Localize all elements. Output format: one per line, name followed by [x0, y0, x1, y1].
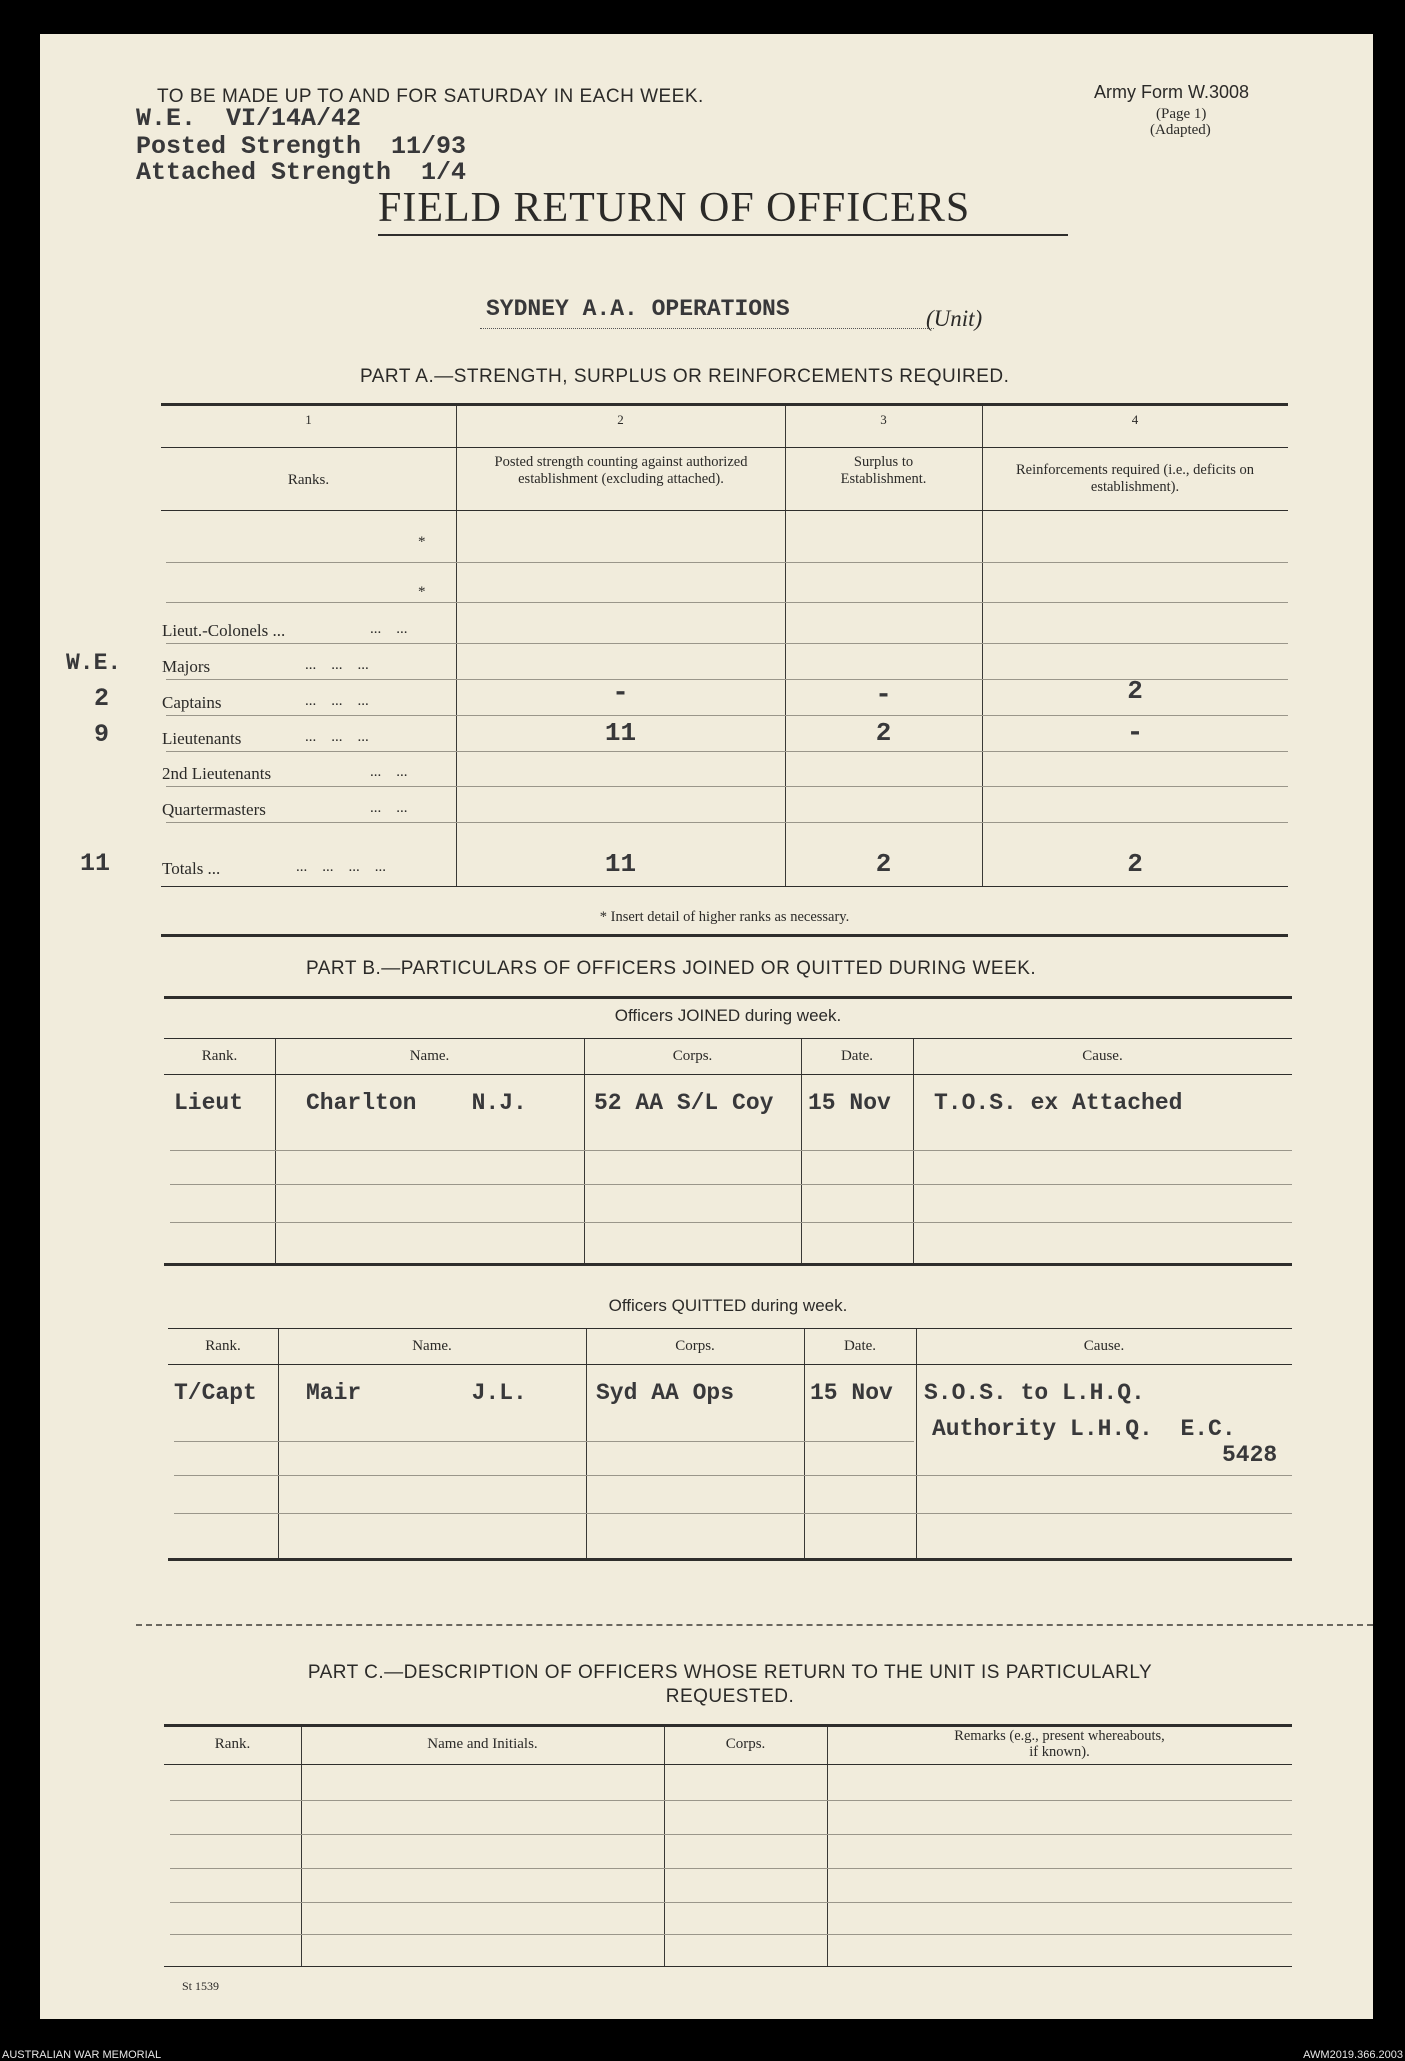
posted-value: 11: [604, 718, 637, 748]
reinforcements-value: -: [1126, 718, 1144, 749]
col-divider: [801, 1039, 802, 1264]
row-rule: [170, 1834, 1292, 1835]
col-head-rank: Rank.: [205, 1338, 241, 1354]
rank-label: 2nd Lieutenants: [162, 764, 272, 783]
quitted-head-rule: [168, 1328, 1292, 1329]
we-value: 2: [94, 684, 110, 713]
form-title: FIELD RETURN OF OFFICERS: [378, 185, 971, 231]
quitted-heading: Officers QUITTED during week.: [608, 1296, 848, 1315]
col-head-rank: Rank.: [201, 1048, 238, 1064]
leader-dots: ... ... ... ...: [296, 859, 386, 875]
col-head-rule: [161, 510, 1288, 511]
row-rule: [166, 751, 1288, 752]
quitted-rank: T/Capt: [174, 1380, 257, 1406]
archive-accession-number: AWM2019.366.2003: [1303, 2049, 1403, 2061]
col-head-cause: Cause.: [1083, 1338, 1125, 1354]
row-rule: [170, 1902, 1292, 1903]
quitted-corps: Syd AA Ops: [596, 1380, 735, 1406]
form-paper: [40, 34, 1373, 2019]
col-divider-1: [456, 406, 457, 886]
star-row-rule: [166, 562, 1288, 563]
row-rule: [170, 1150, 1292, 1151]
totals-label: Totals ...: [162, 859, 221, 878]
rank-label: Quartermasters: [162, 800, 266, 819]
col-head-date: Date.: [843, 1338, 877, 1354]
rank-label: Captains: [162, 693, 222, 712]
col-head-cause: Cause.: [1082, 1048, 1123, 1064]
part-c-bottom-rule: [164, 1966, 1292, 1967]
star-mark: *: [418, 584, 426, 600]
joined-head-rule: [164, 1038, 1292, 1039]
leader-dots: ... ... ...: [305, 729, 369, 745]
col-head-posted: Posted strength counting against authorized establishment (excluding attached).: [494, 454, 748, 487]
leader-dots: ... ...: [370, 800, 408, 816]
attached-strength: Attached Strength 1/4: [136, 158, 467, 187]
rank-label: Lieut.-Colonels ...: [162, 621, 286, 640]
col-divider: [664, 1727, 665, 1967]
col-head-name-initials: Name and Initials.: [427, 1736, 538, 1752]
row-rule: [170, 1934, 1292, 1935]
col-head-rule: [164, 1074, 1292, 1075]
quitted-name: Mair J.L.: [306, 1380, 527, 1406]
part-b-top-rule: [164, 996, 1292, 999]
col-head-rank: Rank.: [214, 1736, 251, 1752]
surplus-total: 2: [875, 849, 892, 879]
form-stock-number: St 1539: [182, 1979, 220, 1993]
part-c-top-rule: [164, 1724, 1292, 1727]
adapted-note: (Adapted): [1150, 122, 1211, 138]
posted-strength: Posted Strength 11/93: [136, 132, 467, 161]
col-head-corps: Corps.: [672, 1048, 713, 1064]
joined-name: Charlton N.J.: [306, 1090, 527, 1116]
leader-dots: ... ... ...: [305, 657, 369, 673]
unit-label: (Unit): [926, 306, 983, 331]
joined-date: 15 Nov: [808, 1090, 891, 1116]
quitted-authority: Authority L.H.Q. E.C.: [932, 1416, 1236, 1442]
row-rule: [166, 643, 1288, 644]
part-c-heading: PART C.—DESCRIPTION OF OFFICERS WHOSE RETURN TO THE UNIT IS PARTICULARLY: [307, 1662, 1153, 1683]
rank-label: Majors: [162, 657, 211, 676]
col-divider: [827, 1727, 828, 1967]
footnote: * Insert detail of higher ranks as necessary.: [599, 909, 850, 925]
star-row-rule: [166, 602, 1288, 603]
col-head-rule: [164, 1764, 1292, 1765]
row-rule: [166, 786, 1288, 787]
col-head-date: Date.: [840, 1048, 874, 1064]
joined-bottom-rule: [164, 1263, 1292, 1266]
col-num-3: 3: [880, 412, 887, 427]
title-underline: [378, 234, 1068, 236]
rank-label: Lieutenants: [162, 729, 242, 748]
posted-total: 11: [604, 849, 637, 879]
col-divider: [301, 1727, 302, 1967]
unit-dotted-line: [480, 328, 934, 329]
joined-cause: T.O.S. ex Attached: [934, 1090, 1183, 1116]
col-head-ranks: Ranks.: [287, 472, 330, 488]
col-head-surplus: Surplus to Establishment.: [840, 454, 927, 487]
row-rule: [170, 1222, 1292, 1223]
col-head-corps: Corps.: [725, 1736, 766, 1752]
leader-dots: ... ...: [370, 621, 408, 637]
instruction-text: TO BE MADE UP TO AND FOR SATURDAY IN EACH WEEK.: [157, 86, 704, 107]
row-rule: [174, 1513, 1292, 1514]
col-divider-2: [785, 406, 786, 886]
part-a-heading: PART A.—STRENGTH, SURPLUS OR REINFORCEMENTS REQUIRED.: [360, 366, 1010, 387]
quitted-bottom-rule: [168, 1558, 1292, 1561]
leader-dots: ... ... ...: [305, 693, 369, 709]
part-c-heading-continued: REQUESTED.: [665, 1686, 795, 1707]
row-rule: [170, 1868, 1292, 1869]
col-head-remarks: Remarks (e.g., present whereabouts,: [954, 1728, 1165, 1744]
quitted-cause: S.O.S. to L.H.Q.: [924, 1380, 1145, 1406]
col-num-2: 2: [617, 412, 624, 427]
joined-corps: 52 AA S/L Coy: [594, 1090, 774, 1116]
part-a-bottom-rule: [161, 934, 1288, 937]
leader-dots: ... ...: [370, 764, 408, 780]
page-number: (Page 1): [1156, 106, 1207, 122]
quitted-authority-number: 5428: [1222, 1442, 1278, 1468]
col-head-reinforcements: Reinforcements required (i.e., deficits on establishment).: [1016, 462, 1254, 495]
col-head-name: Name.: [409, 1048, 450, 1064]
reinforcements-total: 2: [1127, 849, 1143, 879]
surplus-value: 2: [875, 718, 892, 748]
we-margin-label: W.E.: [66, 650, 122, 676]
joined-heading: Officers JOINED during week.: [614, 1006, 842, 1025]
joined-rank: Lieut: [174, 1090, 244, 1116]
col-num-4: 4: [1131, 412, 1139, 427]
row-rule: [170, 1184, 1292, 1185]
we-total: 11: [80, 849, 111, 878]
row-rule: [166, 822, 1288, 823]
col-head-rule: [168, 1364, 1292, 1365]
row-rule: [174, 1441, 914, 1442]
posted-value: -: [612, 678, 629, 709]
perforation-line: [136, 1624, 1373, 1626]
col-divider: [913, 1039, 914, 1264]
col-num-rule: [161, 447, 1288, 448]
we-reference: W.E. VI/14A/42: [136, 104, 362, 133]
row-rule: [174, 1475, 1292, 1476]
part-b-heading: PART B.—PARTICULARS OF OFFICERS JOINED OR QUITTED DURING WEEK.: [306, 958, 1037, 979]
col-head-corps: Corps.: [675, 1338, 715, 1354]
surplus-value: -: [875, 680, 892, 711]
unit-name: SYDNEY A.A. OPERATIONS: [486, 296, 790, 322]
col-divider: [584, 1039, 585, 1264]
col-head-remarks-continued: if known).: [1029, 1744, 1090, 1760]
archive-credit: AUSTRALIAN WAR MEMORIAL: [2, 2049, 162, 2061]
col-divider-3: [982, 406, 983, 886]
col-head-name: Name.: [412, 1338, 452, 1354]
totals-rule: [161, 886, 1288, 887]
row-rule: [166, 715, 1288, 716]
army-form-number: Army Form W.3008: [1094, 82, 1250, 102]
quitted-date: 15 Nov: [810, 1380, 893, 1406]
star-mark: *: [418, 534, 426, 550]
col-divider: [275, 1039, 276, 1264]
reinforcements-value: 2: [1127, 676, 1143, 706]
we-value: 9: [94, 720, 110, 749]
part-a-top-rule: [161, 403, 1288, 406]
row-rule: [170, 1800, 1292, 1801]
col-num-1: 1: [305, 412, 312, 427]
